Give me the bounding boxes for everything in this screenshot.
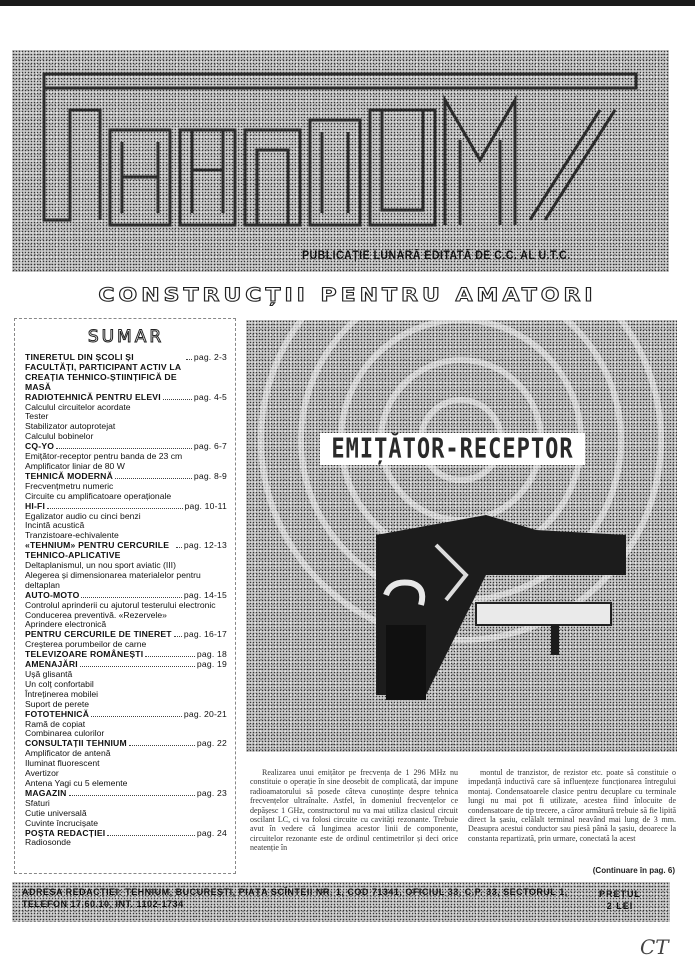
toc-page: pag. 14-15: [183, 589, 227, 600]
toc-label: Controlul aprinderii cu ajutorul testerului electronic: [25, 599, 216, 610]
toc-leader: [145, 656, 195, 657]
toc-label: Egalizator audio cu cinci benzi: [25, 510, 141, 521]
toc-label: POȘTA REDACȚIEI: [25, 827, 106, 838]
section-title: CONSTRUCȚII PENTRU AMATORI: [98, 284, 597, 307]
toc-page: pag. 12-13: [183, 540, 227, 551]
toc-item: [25, 819, 227, 829]
toc-list: [25, 353, 227, 848]
toc-label: Emițător-receptor pentru banda de 23 cm: [25, 451, 183, 462]
toc-page: pag. 10-11: [184, 500, 227, 511]
transceiver-photo: [366, 505, 636, 705]
toc-label: Amplificator liniar de 80 W: [25, 460, 125, 471]
toc-leader: [129, 745, 195, 746]
toc-page: pag. 20-21: [183, 708, 227, 719]
toc-label: RADIOTEHNICĂ PENTRU ELEVI: [25, 391, 161, 402]
article-paragraph: Realizarea unui emițător pe frecvența de 1 296 MHz nu constituie o operație în sine deosebit de complicată, dar impune radioamatorului să posede câteva cunoștințe despre tehnica frecvențelor ultraînalte. Astfel, în domeniul frecvențelor ce depășesc 1 GHz, constructorul nu va mai utiliza clasicul circuit oscilant LC, ci va folosi circuite cu cavități rezonante. Trebuie avut în vedere că lungimea acestor linii de componente, circuitelor rezonante este de ordinul centimetrilor și deci orice neatenție în: [250, 768, 458, 853]
toc-label: CONSULTAȚII TEHNIUM: [25, 738, 127, 749]
sumar-title: SUMAR: [87, 327, 165, 347]
toc-page: pag. 19: [196, 659, 227, 670]
toc-label: Ușă glisantă: [25, 669, 73, 679]
toc-label: Radiosonde: [25, 837, 71, 848]
toc-leader: [47, 508, 182, 509]
toc-label: Ramă de copiat: [25, 718, 86, 729]
toc-label: Cutie universală: [25, 807, 87, 818]
toc-label: MAGAZIN: [25, 787, 67, 798]
toc-section: [25, 541, 227, 561]
toc-leader: [81, 597, 181, 598]
toc-section: [25, 789, 227, 799]
toc-leader: [174, 636, 182, 637]
toc-label: AUTO-MOTO: [25, 589, 80, 600]
tehnium-logo: [40, 70, 640, 240]
cover-banner-text: EMIȚĂTOR-RECEPTOR: [331, 433, 574, 465]
toc-page: pag. 16-17: [183, 629, 227, 640]
toc-label: Conducerea preventivă. «Rezervele»: [25, 609, 167, 620]
toc-page: pag. 24: [196, 827, 227, 838]
toc-leader: [163, 399, 192, 400]
toc-page: pag. 4-5: [193, 391, 227, 402]
article-column-2: [468, 768, 676, 843]
toc-leader: [186, 359, 192, 360]
toc-label: PENTRU CERCURILE DE TINERET: [25, 629, 172, 640]
price-block: [590, 888, 650, 912]
toc-label: Calculul circuitelor acordate: [25, 401, 131, 412]
toc-label: TINERETUL DIN ȘCOLI ȘI FACULTĂȚI, PARTICIPANT ACTIV LA CREAȚIA TEHNICO-ȘTIINȚIFICĂ DE MASĂ: [25, 352, 181, 392]
scan-top-edge: [0, 0, 695, 6]
toc-label: Antena Yagi cu 5 elemente: [25, 777, 128, 788]
toc-label: FOTOTEHNICĂ: [25, 708, 90, 719]
toc-label: Întreținerea mobilei: [25, 688, 99, 699]
toc-label: Amplificator de antenă: [25, 748, 111, 759]
toc-label: AMENAJĂRI: [25, 659, 78, 670]
handwritten-annotation: CT: [640, 935, 669, 959]
toc-item: [25, 403, 227, 413]
toc-item: [25, 838, 227, 848]
toc-section: [25, 353, 227, 393]
toc-page: pag. 8-9: [193, 470, 227, 481]
footer-banner: [12, 882, 670, 922]
toc-label: Sfaturi: [25, 797, 50, 808]
toc-leader: [56, 448, 192, 449]
toc-leader: [69, 795, 195, 796]
article-paragraph: montul de tranzistor, de rezistor etc. poate să constituie o impedanță inductivă care să influențeze funcționarea întregului montaj. Condensatoarele clasice pentru decuplare cu terminale lungi nu mai pot fi utilizate, acestea fiind înlocuite de condensatoare de tip trecere, a căror armătură trebuie să fie lipită direct la șasiu, celălalt terminal neavând mai lung de 3 mm. Deasupra acestui conductor sau piesă până la șasiu, deoarece la constanta repartizată, prin urmare, conectată la acest: [468, 768, 676, 843]
toc-label: Deltaplanismul, un nou sport aviatic (III): [25, 560, 176, 571]
toc-label: HI-FI: [25, 500, 46, 511]
toc-label: Frecvențmetru numeric: [25, 480, 114, 491]
toc-item: [25, 571, 227, 591]
editorial-address: ADRESA REDACȚIEI: TEHNIUM, BUCUREȘTI, PIAȚA SCÎNTEII NR. 1, COD 71341, OFICIUL 33, C.P. 33, SECTORUL 1, TELEFON 17.60.10, INT. 1102-1734: [22, 887, 568, 909]
continued-note: (Continuare în pag. 6): [592, 866, 675, 875]
toc-label: Suport de perete: [25, 698, 90, 709]
toc-page: pag. 6-7: [193, 441, 227, 452]
toc-leader: [91, 716, 182, 717]
toc-label: CQ-YO: [25, 441, 55, 452]
toc-label: TELEVIZOARE ROMÂNEȘTI: [25, 649, 144, 660]
toc-label: TEHNICĂ MODERNĂ: [25, 470, 113, 481]
toc-label: Cuvinte încrucișate: [25, 817, 99, 828]
cover-banner: [320, 433, 585, 465]
price-value: 2 LEI: [606, 901, 634, 911]
masthead-subtitle: PUBLICAȚIE LUNARĂ EDITATĂ DE C.C. AL U.T.C.: [302, 250, 571, 262]
toc-label: Creșterea porumbeilor de carne: [25, 639, 147, 650]
toc-section: [25, 502, 227, 512]
toc-page: pag. 23: [196, 787, 227, 798]
toc-label: Un colț confortabil: [25, 678, 94, 689]
table-of-contents: [14, 318, 236, 874]
toc-page: pag. 22: [196, 738, 227, 749]
toc-label: Calculul bobinelor: [25, 431, 94, 442]
toc-label: Stabilizator autoprotejat: [25, 421, 116, 432]
toc-page: pag. 18: [196, 649, 227, 660]
price-label: PREȚUL: [599, 889, 641, 899]
toc-label: Aprindere electronică: [25, 619, 107, 630]
toc-label: Iluminat fluorescent: [25, 758, 100, 769]
toc-leader: [115, 478, 192, 479]
article-column-1: [250, 768, 458, 853]
toc-leader: [107, 835, 195, 836]
toc-label: Circuite cu amplificatoare operaționale: [25, 490, 172, 501]
toc-label: Tranzistoare-echivalente: [25, 530, 119, 541]
toc-page: pag. 2-3: [193, 352, 227, 362]
toc-label: Tester: [25, 411, 49, 422]
masthead: [12, 50, 669, 272]
toc-label: «TEHNIUM» PENTRU CERCURILE TEHNICO-APLICATIVE: [25, 540, 170, 561]
toc-label: Avertizor: [25, 768, 59, 779]
toc-leader: [176, 547, 182, 548]
toc-label: Alegerea și dimensionarea materialelor pentru deltaplan: [25, 569, 201, 590]
toc-leader: [80, 666, 195, 667]
toc-label: Combinarea culorilor: [25, 728, 105, 739]
toc-label: Incintă acustică: [25, 520, 85, 531]
